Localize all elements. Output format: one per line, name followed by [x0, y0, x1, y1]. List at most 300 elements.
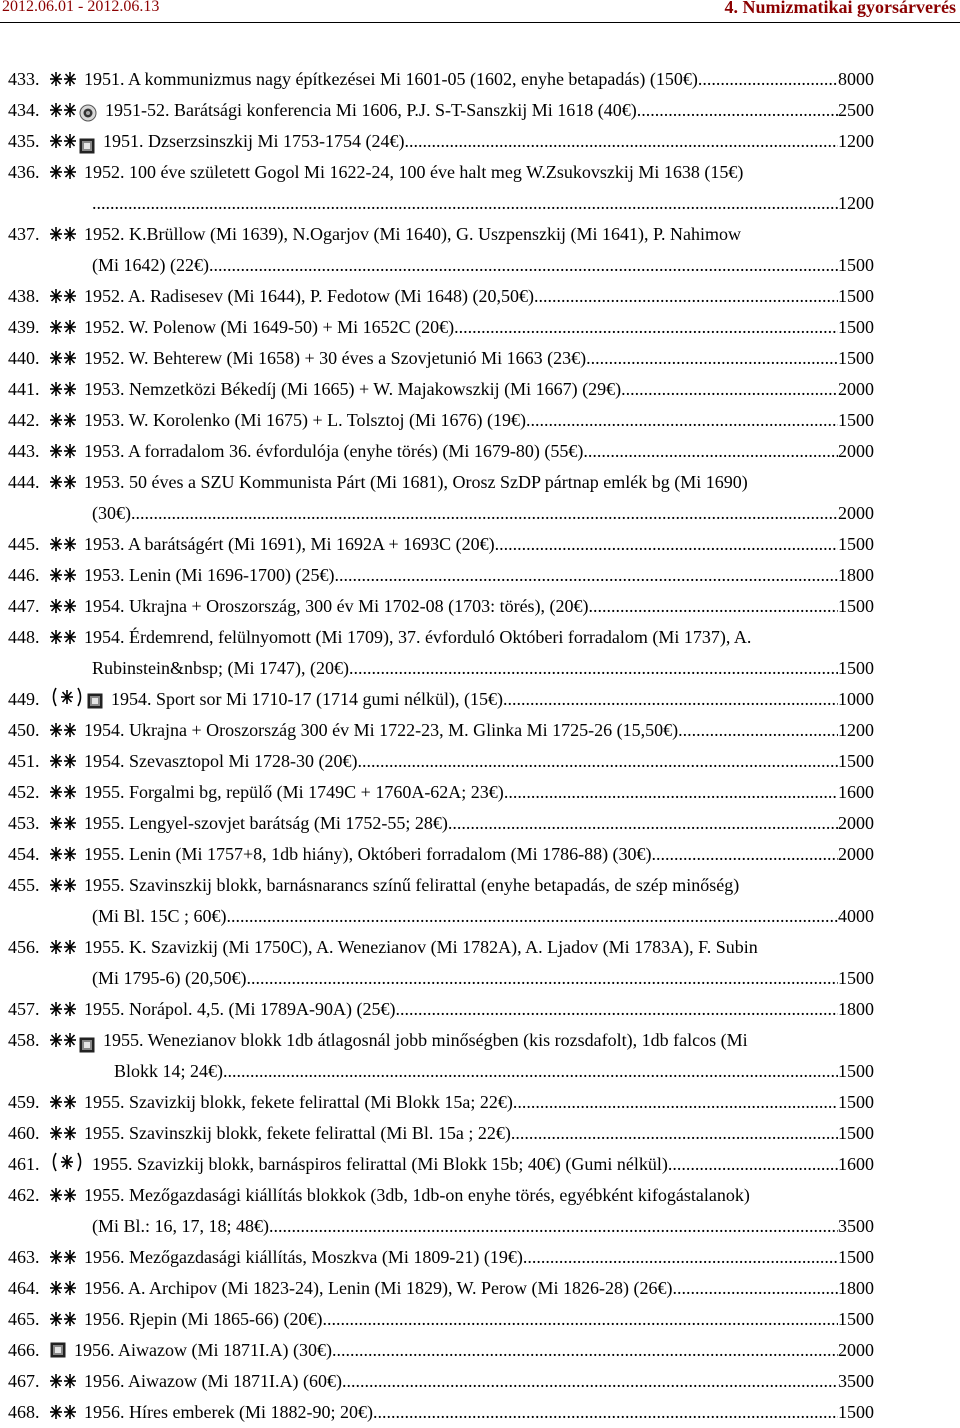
lot-number: 443.	[8, 441, 40, 461]
lot-price: 1500	[838, 1123, 874, 1143]
lot-number: 466.	[8, 1340, 40, 1360]
dot-leader	[322, 1304, 838, 1335]
lot-description: 1952. W. Polenow (Mi 1649-50) + Mi 1652C (20€)	[84, 317, 455, 337]
dot-leader	[534, 281, 838, 312]
mint-stars-icon	[50, 1032, 76, 1048]
mint-stars-icon	[50, 567, 76, 583]
block-sheet-icon	[87, 688, 103, 704]
lot-condition-icons	[50, 412, 76, 428]
lot-price: 1500	[838, 751, 874, 771]
lot-condition-icons	[50, 1001, 76, 1017]
lot-item	[8, 777, 874, 808]
lot-first-line	[8, 343, 874, 374]
lot-first-line	[8, 1025, 874, 1056]
lot-condition-icons	[50, 753, 76, 769]
mint-stars-icon	[50, 71, 76, 87]
lot-description: 1956. Mezőgazdasági kiállítás, Moszkva (Mi 1809-21) (19€)	[84, 1247, 523, 1267]
mint-stars-icon	[50, 1373, 76, 1389]
lot-continuation-line	[8, 653, 874, 684]
lot-number: 437.	[8, 224, 40, 244]
lot-description: 1956. Aiwazow (Mi 1871I.A) (30€)	[74, 1340, 332, 1360]
lot-number: 452.	[8, 782, 40, 802]
lot-first-line	[8, 746, 874, 777]
mint-stars-icon	[50, 412, 76, 428]
lot-number: 453.	[8, 813, 40, 833]
lot-first-line	[8, 591, 874, 622]
lot-condition-icons	[50, 164, 76, 180]
lot-number: 444.	[8, 472, 40, 492]
header-title: 4. Numizmatikai gyorsárverés	[724, 0, 956, 17]
lot-item	[8, 715, 874, 746]
mint-stars-icon	[50, 784, 76, 800]
lot-first-line	[8, 715, 874, 746]
dot-leader	[672, 1273, 838, 1304]
lot-description: (Mi 1795-6) (20,50€)	[92, 968, 247, 988]
lot-price: 1500	[838, 658, 874, 678]
mint-stars-icon	[50, 1187, 76, 1203]
lot-number: 446.	[8, 565, 40, 585]
lot-condition-icons	[50, 939, 76, 955]
lot-condition-icons	[50, 474, 76, 490]
lot-item	[8, 560, 874, 591]
lot-condition-icons	[50, 1094, 76, 1110]
lot-description: 1952. W. Behterew (Mi 1658) + 30 éves a Szovjetunió Mi 1663 (23€)	[84, 348, 587, 368]
mint-stars-icon	[50, 350, 76, 366]
lot-description: 1954. Érdemrend, felülnyomott (Mi 1709), 37. évforduló Októberi forradalom (Mi 1737), A.	[84, 627, 752, 647]
lot-condition-icons	[50, 815, 76, 831]
lot-condition-icons	[50, 350, 76, 366]
lot-number: 468.	[8, 1402, 40, 1422]
dot-leader	[227, 901, 838, 932]
page-header	[0, 0, 960, 22]
lot-number: 464.	[8, 1278, 40, 1298]
lot-first-line	[8, 64, 874, 95]
lot-price: 1200	[838, 193, 874, 213]
lot-continuation-line	[8, 1211, 874, 1242]
lot-item	[8, 1366, 874, 1397]
dot-leader	[404, 126, 838, 157]
lot-number: 441.	[8, 379, 40, 399]
lot-number: 462.	[8, 1185, 40, 1205]
lot-description: 1953. Nemzetközi Békedíj (Mi 1665) + W. Majakowszkij (Mi 1667) (29€)	[84, 379, 622, 399]
lot-item	[8, 994, 874, 1025]
lot-number: 445.	[8, 534, 40, 554]
lot-item	[8, 1242, 874, 1273]
lot-first-line	[8, 374, 874, 405]
lot-description: 1955. Szavizkij blokk, fekete felirattal (Mi Blokk 15a; 22€)	[84, 1092, 513, 1112]
lot-description: Rubinstein&nbsp; (Mi 1747), (20€)	[92, 658, 349, 678]
lot-first-line	[8, 1118, 874, 1149]
dot-leader	[637, 95, 838, 126]
lot-price: 1500	[838, 348, 874, 368]
lot-description: 1953. W. Korolenko (Mi 1675) + L. Tolsztoj (Mi 1676) (19€)	[84, 410, 527, 430]
mint-stars-icon	[50, 753, 76, 769]
lot-item	[8, 374, 874, 405]
lot-condition-icons	[50, 226, 76, 242]
lot-item	[8, 64, 874, 95]
lot-item	[8, 529, 874, 560]
lot-item	[8, 746, 874, 777]
dot-leader	[246, 963, 838, 994]
lot-continuation-line	[8, 963, 874, 994]
lot-condition-icons	[50, 1337, 66, 1353]
lot-item	[8, 436, 874, 467]
lot-condition-icons	[50, 722, 76, 738]
lot-first-line	[8, 870, 874, 901]
mint-stars-icon	[50, 1404, 76, 1420]
mint-stars-icon	[50, 164, 76, 180]
lot-price: 1500	[838, 968, 874, 988]
mint-stars-icon	[50, 133, 76, 149]
lot-item	[8, 591, 874, 622]
lot-description: 1956. Aiwazow (Mi 1871I.A) (60€)	[84, 1371, 342, 1391]
lot-price: 1800	[838, 565, 874, 585]
lot-item	[8, 281, 874, 312]
lot-first-line	[8, 281, 874, 312]
mint-stars-icon	[50, 1001, 76, 1017]
lot-condition-icons	[50, 443, 76, 459]
lot-item	[8, 1180, 874, 1242]
lot-number: 434.	[8, 100, 40, 120]
lot-list	[8, 64, 874, 1428]
mint-stars-icon	[50, 536, 76, 552]
dot-leader	[652, 839, 838, 870]
mint-stars-icon	[50, 226, 76, 242]
mint-stars-icon	[50, 815, 76, 831]
lot-first-line	[8, 932, 874, 963]
lot-price: 1500	[838, 1092, 874, 1112]
lot-first-line	[8, 622, 874, 653]
lot-first-line	[8, 95, 874, 126]
mint-stars-icon	[50, 1311, 76, 1327]
lot-item	[8, 684, 874, 715]
lot-item	[8, 808, 874, 839]
lot-first-line	[8, 1335, 874, 1366]
lot-description: 1955. Mezőgazdasági kiállítás blokkok (3db, 1db-on enyhe törés, egyébként kifogástalanok)	[84, 1185, 750, 1205]
lot-number: 461.	[8, 1154, 40, 1174]
lot-description: 1955. Lenin (Mi 1757+8, 1db hiány), Októberi forradalom (Mi 1786-88) (30€)	[84, 844, 652, 864]
lot-description: Blokk 14; 24€)	[114, 1061, 224, 1081]
header-divider	[0, 22, 960, 23]
lot-number: 449.	[8, 689, 40, 709]
dot-leader	[454, 312, 838, 343]
lot-continuation-line	[8, 498, 874, 529]
dot-leader	[269, 1211, 838, 1242]
dot-leader	[503, 684, 838, 715]
lot-first-line	[8, 157, 874, 188]
dot-leader	[349, 653, 838, 684]
lot-description: 1955. Forgalmi bg, repülő (Mi 1749C + 1760A-62A; 23€)	[84, 782, 504, 802]
lot-first-line	[8, 560, 874, 591]
mint-stars-icon	[50, 443, 76, 459]
lot-first-line	[8, 808, 874, 839]
lot-number: 457.	[8, 999, 40, 1019]
lot-description: 1954. Ukrajna + Oroszország, 300 év Mi 1702-08 (1703: törés), (20€)	[84, 596, 589, 616]
dot-leader	[106, 188, 839, 219]
mint-stars-icon	[50, 877, 76, 893]
lot-first-line	[8, 219, 874, 250]
lot-price: 1500	[838, 410, 874, 430]
lot-first-line	[8, 1087, 874, 1118]
lot-price: 4000	[838, 906, 874, 926]
lot-description: (30€)	[92, 503, 131, 523]
lot-price: 1000	[838, 689, 874, 709]
lot-condition-icons	[50, 536, 76, 552]
lot-condition-icons	[50, 877, 76, 893]
lot-first-line	[8, 312, 874, 343]
lot-number: 465.	[8, 1309, 40, 1329]
dot-leader	[332, 1335, 838, 1366]
lot-first-line	[8, 126, 874, 157]
dot-leader	[583, 436, 838, 467]
lot-price: 3500	[838, 1216, 874, 1236]
lot-condition-icons	[50, 1125, 76, 1141]
mint-stars-icon	[50, 381, 76, 397]
lot-number: 450.	[8, 720, 40, 740]
lot-condition-icons	[50, 686, 103, 706]
lot-price: 1600	[838, 782, 874, 802]
lot-item	[8, 467, 874, 529]
lot-description: 1955. Szavizkij blokk, barnáspiros felirattal (Mi Blokk 15b; 40€) (Gumi nélkül)	[92, 1154, 668, 1174]
lot-description: 1956. A. Archipov (Mi 1823-24), Lenin (Mi 1829), W. Perow (Mi 1826-28) (26€)	[84, 1278, 673, 1298]
lot-condition-icons	[50, 288, 76, 304]
lot-number: 463.	[8, 1247, 40, 1267]
mint-stars-icon	[50, 1094, 76, 1110]
block-sheet-icon	[50, 1337, 66, 1353]
lot-description: 1952. A. Radisesev (Mi 1644), P. Fedotow (Mi 1648) (20,50€)	[84, 286, 534, 306]
lot-condition-icons	[50, 1032, 95, 1048]
lot-description: 1954. Sport sor Mi 1710-17 (1714 gumi nélkül), (15€)	[111, 689, 503, 709]
lot-continuation-line	[8, 901, 874, 932]
lot-number: 467.	[8, 1371, 40, 1391]
dot-leader	[357, 746, 838, 777]
dot-leader	[223, 1056, 838, 1087]
lot-description: ...	[92, 193, 106, 213]
lot-item	[8, 1087, 874, 1118]
lot-item	[8, 1335, 874, 1366]
dot-leader	[209, 250, 838, 281]
dot-leader	[523, 1242, 838, 1273]
lot-description: 1953. A forradalom 36. évfordulója (enyhe törés) (Mi 1679-80) (55€)	[84, 441, 584, 461]
lot-price: 2000	[838, 844, 874, 864]
lot-number: 448.	[8, 627, 40, 647]
lot-condition-icons	[50, 1151, 84, 1171]
lot-price: 1500	[838, 1247, 874, 1267]
lot-condition-icons	[50, 133, 95, 149]
lot-price: 1500	[838, 534, 874, 554]
lot-description: (Mi Bl.: 16, 17, 18; 48€)	[92, 1216, 270, 1236]
lot-item	[8, 343, 874, 374]
lot-description: 1952. K.Brüllow (Mi 1639), N.Ogarjov (Mi 1640), G. Uszpenszkij (Mi 1641), P. Nahimow	[84, 224, 741, 244]
lot-price: 1200	[838, 131, 874, 151]
lot-item	[8, 95, 874, 126]
lot-item	[8, 405, 874, 436]
lot-description: (Mi Bl. 15C ; 60€)	[92, 906, 227, 926]
lot-continuation-line	[8, 250, 874, 281]
mint-stars-icon	[50, 102, 76, 118]
lot-price: 1500	[838, 286, 874, 306]
lot-first-line	[8, 405, 874, 436]
lot-first-line	[8, 1242, 874, 1273]
lot-description: 1955. Norápol. 4,5. (Mi 1789A-90A) (25€)	[84, 999, 396, 1019]
lot-price: 1500	[838, 1061, 874, 1081]
dot-leader	[526, 405, 838, 436]
lot-item	[8, 219, 874, 281]
hinged-star-icon	[50, 1151, 84, 1171]
lot-condition-icons	[50, 598, 76, 614]
lot-number: 442.	[8, 410, 40, 430]
lot-price: 2000	[838, 813, 874, 833]
lot-item	[8, 1025, 874, 1087]
lot-price: 2000	[838, 441, 874, 461]
lot-number: 456.	[8, 937, 40, 957]
lot-price: 1500	[838, 1402, 874, 1422]
lot-number: 436.	[8, 162, 40, 182]
lot-number: 459.	[8, 1092, 40, 1112]
dot-leader	[342, 1366, 838, 1397]
lot-description: 1955. K. Szavizkij (Mi 1750C), A. Wenezianov (Mi 1782A), A. Ljadov (Mi 1783A), F. Subin	[84, 937, 758, 957]
lot-first-line	[8, 529, 874, 560]
lot-first-line	[8, 1304, 874, 1335]
dot-leader	[504, 777, 838, 808]
lot-first-line	[8, 1397, 874, 1428]
lot-description: 1955. Szavinszkij blokk, barnásnarancs színű felirattal (enyhe betapadás, de szép minőség)	[84, 875, 740, 895]
lot-description: 1951. Dzserzsinszkij Mi 1753-1754 (24€)	[103, 131, 405, 151]
lot-number: 433.	[8, 69, 40, 89]
lot-first-line	[8, 1273, 874, 1304]
lot-first-line	[8, 1149, 874, 1180]
dot-leader	[513, 1087, 838, 1118]
header-date-range: 2012.06.01 - 2012.06.13	[2, 0, 160, 15]
lot-first-line	[8, 1180, 874, 1211]
lot-item	[8, 1149, 874, 1180]
mint-stars-icon	[50, 722, 76, 738]
lot-condition-icons	[50, 1187, 76, 1203]
dot-leader	[589, 591, 838, 622]
hinged-star-icon	[50, 686, 84, 706]
lot-price: 2500	[838, 100, 874, 120]
lot-item	[8, 1397, 874, 1428]
lot-description: 1956. Rjepin (Mi 1865-66) (20€)	[84, 1309, 323, 1329]
lot-description: 1954. Szevasztopol Mi 1728-30 (20€)	[84, 751, 358, 771]
lot-item	[8, 870, 874, 932]
lot-condition-icons	[50, 1373, 76, 1389]
lot-item	[8, 126, 874, 157]
mint-stars-icon	[50, 319, 76, 335]
lot-description: 1953. A barátságért (Mi 1691), Mi 1692A + 1693C (20€)	[84, 534, 495, 554]
lot-number: 458.	[8, 1030, 40, 1050]
coin-icon	[79, 101, 97, 119]
lot-condition-icons	[50, 1311, 76, 1327]
lot-price: 1600	[838, 1154, 874, 1174]
lot-first-line	[8, 1366, 874, 1397]
lot-first-line	[8, 467, 874, 498]
lot-number: 454.	[8, 844, 40, 864]
lot-price: 8000	[838, 69, 874, 89]
lot-number: 440.	[8, 348, 40, 368]
lot-number: 455.	[8, 875, 40, 895]
mint-stars-icon	[50, 288, 76, 304]
lot-price: 2000	[838, 1340, 874, 1360]
dot-leader	[131, 498, 838, 529]
dot-leader	[698, 64, 838, 95]
dot-leader	[511, 1118, 838, 1149]
lot-price: 1500	[838, 596, 874, 616]
lot-first-line	[8, 436, 874, 467]
lot-condition-icons	[50, 71, 76, 87]
lot-item	[8, 1118, 874, 1149]
mint-stars-icon	[50, 1249, 76, 1265]
lot-item	[8, 312, 874, 343]
lot-price: 1800	[838, 1278, 874, 1298]
dot-leader	[621, 374, 838, 405]
lot-price: 1500	[838, 317, 874, 337]
lot-number: 447.	[8, 596, 40, 616]
lot-item	[8, 622, 874, 684]
lot-condition-icons	[50, 1280, 76, 1296]
dot-leader	[448, 808, 838, 839]
lot-condition-icons	[50, 629, 76, 645]
mint-stars-icon	[50, 629, 76, 645]
lot-price: 1500	[838, 1309, 874, 1329]
block-sheet-icon	[79, 1032, 95, 1048]
mint-stars-icon	[50, 598, 76, 614]
lot-description: 1953. Lenin (Mi 1696-1700) (25€)	[84, 565, 335, 585]
lot-condition-icons	[50, 319, 76, 335]
dot-leader	[373, 1397, 838, 1428]
lot-item	[8, 932, 874, 994]
lot-condition-icons	[50, 846, 76, 862]
lot-condition-icons	[50, 381, 76, 397]
mint-stars-icon	[50, 1280, 76, 1296]
lot-number: 439.	[8, 317, 40, 337]
lot-price: 1500	[838, 255, 874, 275]
lot-number: 435.	[8, 131, 40, 151]
lot-first-line	[8, 839, 874, 870]
lot-first-line	[8, 684, 874, 715]
lot-description: 1951-52. Barátsági konferencia Mi 1606, P.J. S-T-Sanszkij Mi 1618 (40€)	[105, 100, 637, 120]
lot-item	[8, 1273, 874, 1304]
lot-item	[8, 157, 874, 219]
mint-stars-icon	[50, 1125, 76, 1141]
block-sheet-icon	[79, 133, 95, 149]
lot-continuation-line	[8, 188, 874, 219]
lot-number: 451.	[8, 751, 40, 771]
lot-description: 1953. 50 éves a SZU Kommunista Párt (Mi 1681), Orosz SzDP pártnap emlék bg (Mi 1690)	[84, 472, 748, 492]
lot-condition-icons	[50, 1249, 76, 1265]
lot-description: 1952. 100 éve született Gogol Mi 1622-24, 100 éve halt meg W.Zsukovszkij Mi 1638 (15€)	[84, 162, 744, 182]
lot-price: 3500	[838, 1371, 874, 1391]
lot-description: 1955. Lengyel-szovjet barátság (Mi 1752-55; 28€)	[84, 813, 448, 833]
lot-item	[8, 1304, 874, 1335]
lot-number: 438.	[8, 286, 40, 306]
dot-leader	[678, 715, 838, 746]
dot-leader	[586, 343, 838, 374]
lot-item	[8, 839, 874, 870]
lot-price: 2000	[838, 503, 874, 523]
mint-stars-icon	[50, 474, 76, 490]
dot-leader	[668, 1149, 838, 1180]
lot-condition-icons	[50, 1404, 76, 1420]
lot-description: (Mi 1642) (22€)	[92, 255, 209, 275]
lot-description: 1954. Ukrajna + Oroszország 300 év Mi 1722-23, M. Glinka Mi 1725-26 (15,50€)	[84, 720, 679, 740]
lot-description: 1955. Szavinszkij blokk, fekete felirattal (Mi Bl. 15a ; 22€)	[84, 1123, 511, 1143]
lot-price: 1200	[838, 720, 874, 740]
mint-stars-icon	[50, 939, 76, 955]
lot-first-line	[8, 994, 874, 1025]
dot-leader	[395, 994, 838, 1025]
lot-condition-icons	[50, 784, 76, 800]
